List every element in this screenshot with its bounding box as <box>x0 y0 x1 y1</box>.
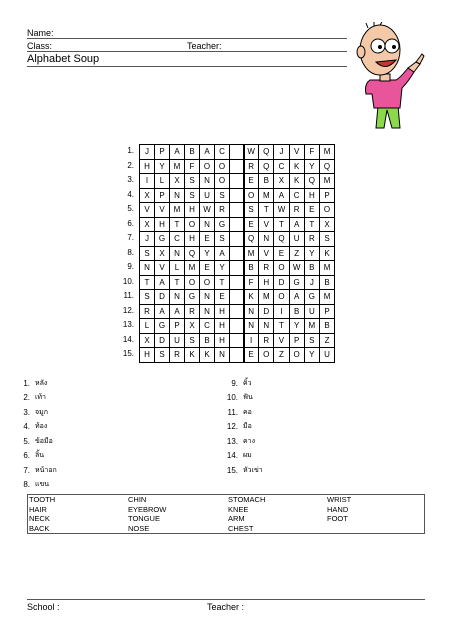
row-number: 10. <box>122 276 134 286</box>
grid-cell: X <box>185 319 200 334</box>
clue-item <box>0 449 57 464</box>
clue-text: หัวเข่า <box>243 465 263 474</box>
grid-cell: I <box>244 334 259 349</box>
class-line <box>27 51 347 52</box>
grid-cell: D <box>155 290 170 305</box>
grid-cell: V <box>259 218 274 233</box>
word-bank-item: TONGUE <box>128 514 160 523</box>
row-number: 12. <box>122 305 134 315</box>
grid-cell: S <box>320 232 335 247</box>
grid-cell: T <box>170 218 185 233</box>
grid-cell: W <box>200 203 215 218</box>
grid-cell: R <box>305 232 320 247</box>
grid-cell: T <box>140 276 155 291</box>
grid-cell: Y <box>155 160 170 175</box>
grid-cell: J <box>305 276 320 291</box>
grid-cell: B <box>320 276 335 291</box>
grid-cell: G <box>155 319 170 334</box>
grid-cell: B <box>185 145 200 160</box>
grid-cell: Q <box>259 160 274 175</box>
grid-cell: Y <box>305 247 320 262</box>
grid-cell: B <box>320 319 335 334</box>
grid-cell: H <box>215 305 230 320</box>
word-bank-item: ARM <box>228 514 245 523</box>
grid-cell: K <box>200 348 215 363</box>
clue-item <box>0 391 57 406</box>
grid-cell: T <box>259 203 274 218</box>
grid-cell: O <box>274 261 289 276</box>
grid-cell: G <box>185 290 200 305</box>
word-bank-item: BACK <box>29 523 50 533</box>
clue-text: คิ้ว <box>243 378 252 387</box>
grid-cell: X <box>155 247 170 262</box>
grid-cell: P <box>155 145 170 160</box>
grid-cell: X <box>170 174 185 189</box>
grid-cell: D <box>259 305 274 320</box>
grid-cell: H <box>305 189 320 204</box>
grid-cell: N <box>200 305 215 320</box>
grid-cell: M <box>170 203 185 218</box>
clue-text: คาง <box>243 436 256 445</box>
grid-cell: M <box>320 174 335 189</box>
row-numbers <box>112 144 134 362</box>
grid-cell: G <box>155 232 170 247</box>
clue-item <box>208 391 263 406</box>
clue-number: 1. <box>23 378 30 388</box>
title-line <box>27 66 347 67</box>
grid-cell: E <box>244 174 259 189</box>
grid-cell: M <box>185 261 200 276</box>
grid-cell: S <box>140 247 155 262</box>
grid-cell: X <box>274 174 289 189</box>
grid-cell: N <box>170 290 185 305</box>
word-search-grid-right <box>243 144 335 363</box>
clue-item <box>0 478 57 493</box>
grid-cell: D <box>274 276 289 291</box>
row-number: 2. <box>127 160 134 170</box>
grid-cell: X <box>140 189 155 204</box>
grid-cell: Y <box>305 348 320 363</box>
grid-cell: C <box>200 319 215 334</box>
grid-cell: T <box>305 218 320 233</box>
grid-cell: N <box>170 247 185 262</box>
clues-left <box>0 376 57 492</box>
grid-cell: F <box>185 160 200 175</box>
grid-cell: K <box>244 290 259 305</box>
grid-cell: Z <box>320 334 335 349</box>
clue-number: 6. <box>23 451 30 461</box>
class-label: Class: <box>27 41 53 51</box>
grid-cell: O <box>200 160 215 175</box>
grid-cell: K <box>290 160 305 175</box>
grid-cell: F <box>305 145 320 160</box>
clue-item <box>208 463 263 478</box>
clue-item <box>0 376 57 391</box>
worksheet-title: Alphabet Soup <box>27 53 100 65</box>
row-number: 7. <box>127 233 134 242</box>
grid-cell: S <box>185 189 200 204</box>
row-number: 9. <box>127 262 134 271</box>
word-bank-item: HAIR <box>29 504 47 514</box>
grid-cell: P <box>155 189 170 204</box>
grid-cell: O <box>290 348 305 363</box>
grid-cell: M <box>305 319 320 334</box>
grid-cell: O <box>244 189 259 204</box>
grid-cell: S <box>185 334 200 349</box>
row-number: 5. <box>127 204 134 213</box>
grid-cell: R <box>259 334 274 349</box>
grid-cell: L <box>155 174 170 189</box>
grid-cell: V <box>259 247 274 262</box>
grid-cell: B <box>305 261 320 276</box>
grid-cell: Z <box>290 247 305 262</box>
clue-number: 15. <box>226 465 238 475</box>
clue-number: 14. <box>226 451 238 461</box>
row-number: 15. <box>122 349 134 358</box>
word-bank <box>27 494 425 534</box>
grid-cell: S <box>155 348 170 363</box>
grid-cell: C <box>215 145 230 160</box>
grid-cell: S <box>244 203 259 218</box>
grid-cell: O <box>200 276 215 291</box>
grid-cell: O <box>185 218 200 233</box>
clue-number: 3. <box>23 407 30 417</box>
grid-cell: H <box>259 276 274 291</box>
grid-cell: U <box>200 189 215 204</box>
grid-cell: R <box>170 348 185 363</box>
grid-cell: M <box>320 261 335 276</box>
grid-cell: A <box>155 276 170 291</box>
grid-cell: O <box>320 203 335 218</box>
grid-cell: J <box>140 232 155 247</box>
row-number: 8. <box>127 247 134 257</box>
grid-cell: I <box>274 305 289 320</box>
word-bank-item: EYEBROW <box>128 504 167 514</box>
grid-cell: B <box>259 174 274 189</box>
grid-cell: O <box>215 160 230 175</box>
word-search-grid-left <box>139 144 245 363</box>
grid-cell: E <box>200 232 215 247</box>
word-bank-item: CHIN <box>128 495 147 504</box>
grid-cell: U <box>290 232 305 247</box>
grid-cell: E <box>215 290 230 305</box>
grid-cell: E <box>244 218 259 233</box>
grid-cell: V <box>290 145 305 160</box>
clue-text: หลัง <box>35 378 48 387</box>
word-bank-item: KNEE <box>228 504 249 514</box>
row-number: 4. <box>127 189 134 199</box>
grid-cell: C <box>274 160 289 175</box>
grid-cell: R <box>244 160 259 175</box>
grid-cell: M <box>170 160 185 175</box>
grid-cell: S <box>185 174 200 189</box>
grid-cell: H <box>185 203 200 218</box>
grid-cell: W <box>290 261 305 276</box>
clue-text: จมูก <box>35 407 48 416</box>
grid-cell: R <box>290 203 305 218</box>
clue-number: 4. <box>23 422 30 432</box>
grid-cell: D <box>155 334 170 349</box>
grid-cell: M <box>259 290 274 305</box>
clue-text: ลิ้น <box>35 451 45 460</box>
grid-cell: U <box>305 305 320 320</box>
grid-cell: A <box>290 218 305 233</box>
clue-text: ผม <box>243 451 252 460</box>
grid-cell: V <box>155 203 170 218</box>
grid-cell: Q <box>259 145 274 160</box>
grid-cell: Y <box>215 261 230 276</box>
grid-cell: Q <box>244 232 259 247</box>
grid-cell: R <box>259 261 274 276</box>
grid-cell: P <box>320 305 335 320</box>
grid-cell: H <box>215 319 230 334</box>
row-number: 1. <box>127 146 134 155</box>
clue-text: ฟัน <box>243 393 253 402</box>
grid-cell: M <box>259 189 274 204</box>
grid-cell: S <box>305 334 320 349</box>
grid-cell: O <box>274 290 289 305</box>
clue-number: 10. <box>226 393 238 403</box>
grid-cell: I <box>140 174 155 189</box>
grid-cell: A <box>200 145 215 160</box>
clue-number: 13. <box>226 436 238 446</box>
word-bank-item: CHEST <box>228 523 254 533</box>
word-bank-item: STOMACH <box>228 495 266 504</box>
clues-right <box>208 376 263 478</box>
grid-cell: K <box>320 247 335 262</box>
grid-cell: E <box>200 261 215 276</box>
row-number: 3. <box>127 175 134 184</box>
clue-text: เท้า <box>35 393 46 402</box>
grid-cell: R <box>185 305 200 320</box>
word-bank-item: TOOTH <box>29 495 56 504</box>
grid-cell: H <box>185 232 200 247</box>
clue-text: มือ <box>243 422 252 431</box>
clue-item <box>0 420 57 435</box>
cartoon-boy-illustration <box>350 22 430 134</box>
word-bank-item: NOSE <box>128 523 150 533</box>
clue-number: 7. <box>23 465 30 475</box>
grid-cell: N <box>259 232 274 247</box>
clue-item <box>208 434 263 449</box>
grid-cell: X <box>320 218 335 233</box>
grid-cell: R <box>215 203 230 218</box>
grid-cell: W <box>274 203 289 218</box>
grid-cell: G <box>215 218 230 233</box>
grid-cell: C <box>290 189 305 204</box>
grid-cell: H <box>215 334 230 349</box>
grid-cell: P <box>170 319 185 334</box>
grid-cell: G <box>305 290 320 305</box>
clue-text: ท้อง <box>35 422 48 431</box>
clue-number: 11. <box>227 407 238 417</box>
clue-item <box>0 463 57 478</box>
grid-cell: C <box>170 232 185 247</box>
grid-cell: L <box>170 261 185 276</box>
grid-cell: P <box>320 189 335 204</box>
grid-cell: R <box>140 305 155 320</box>
clue-number: 9. <box>231 378 238 388</box>
grid-cell: N <box>140 261 155 276</box>
clue-item <box>208 376 263 391</box>
grid-cell: U <box>320 348 335 363</box>
grid-cell: L <box>140 319 155 334</box>
clue-text: คอ <box>243 407 252 416</box>
grid-cell: J <box>140 145 155 160</box>
grid-cell: B <box>290 305 305 320</box>
grid-cell: B <box>244 261 259 276</box>
teacher-label-bottom: Teacher : <box>207 602 245 612</box>
grid-cell: Q <box>305 174 320 189</box>
grid-cell: E <box>274 247 289 262</box>
grid-cell: N <box>244 305 259 320</box>
grid-cell: O <box>185 276 200 291</box>
grid-cell: M <box>244 247 259 262</box>
grid-cell: N <box>200 290 215 305</box>
grid-cell: A <box>155 305 170 320</box>
grid-cell: H <box>155 218 170 233</box>
grid-cell: H <box>140 160 155 175</box>
footer-line <box>27 599 425 600</box>
grid-cell: N <box>200 174 215 189</box>
clue-number: 12. <box>226 422 238 432</box>
clue-text: แขน <box>35 480 50 489</box>
grid-cell: H <box>140 348 155 363</box>
grid-cell: Q <box>320 160 335 175</box>
grid-cell: T <box>170 276 185 291</box>
school-label: School : <box>27 602 60 612</box>
name-label: Name: <box>27 28 54 38</box>
grid-cell: N <box>170 189 185 204</box>
grid-cell: A <box>215 247 230 262</box>
grid-cell: T <box>274 319 289 334</box>
grid-cell: S <box>215 189 230 204</box>
teacher-label-top: Teacher: <box>187 41 222 51</box>
grid-cell: Q <box>274 232 289 247</box>
row-number: 14. <box>122 334 134 344</box>
grid-cell: T <box>274 218 289 233</box>
clue-text: หน้าอก <box>35 465 57 474</box>
row-number: 13. <box>122 320 134 329</box>
clue-number: 2. <box>23 393 30 403</box>
clue-item <box>0 405 57 420</box>
grid-cell: N <box>215 348 230 363</box>
grid-cell: Y <box>290 319 305 334</box>
row-number: 11. <box>123 291 134 300</box>
word-bank-item: FOOT <box>327 514 348 523</box>
grid-cell: X <box>140 334 155 349</box>
grid-cell: Y <box>200 247 215 262</box>
grid-cell: N <box>259 319 274 334</box>
grid-cell: A <box>170 145 185 160</box>
grid-cell: J <box>274 145 289 160</box>
grid-cell: V <box>155 261 170 276</box>
clue-item <box>208 449 263 464</box>
grid-cell: Z <box>274 348 289 363</box>
word-bank-item: WRIST <box>327 495 352 504</box>
row-number: 6. <box>127 218 134 228</box>
word-bank-item: HAND <box>327 504 349 514</box>
clue-number: 8. <box>23 480 30 490</box>
grid-cell: E <box>305 203 320 218</box>
grid-cell: K <box>290 174 305 189</box>
grid-cell: Q <box>185 247 200 262</box>
grid-cell: F <box>244 276 259 291</box>
grid-cell: K <box>185 348 200 363</box>
grid-cell: P <box>290 334 305 349</box>
grid-cell: Y <box>305 160 320 175</box>
grid-cell: G <box>290 276 305 291</box>
grid-cell: N <box>200 218 215 233</box>
grid-cell: A <box>170 305 185 320</box>
grid-cell: S <box>215 232 230 247</box>
grid-cell: X <box>140 218 155 233</box>
grid-cell: M <box>320 290 335 305</box>
word-bank-item <box>326 524 426 534</box>
grid-cell: O <box>259 348 274 363</box>
word-bank-item: NECK <box>29 514 50 523</box>
clue-text: ข้อมือ <box>35 436 53 445</box>
clue-item <box>0 434 57 449</box>
grid-cell: O <box>215 174 230 189</box>
grid-cell: A <box>274 189 289 204</box>
clue-item <box>208 405 263 420</box>
grid-cell: V <box>274 334 289 349</box>
grid-cell: E <box>244 348 259 363</box>
grid-cell: W <box>244 145 259 160</box>
grid-cell: V <box>140 203 155 218</box>
grid-cell: B <box>200 334 215 349</box>
name-line <box>27 38 347 39</box>
grid-cell: S <box>140 290 155 305</box>
grid-cell: M <box>320 145 335 160</box>
grid-cell: T <box>215 276 230 291</box>
grid-cell: U <box>170 334 185 349</box>
clue-number: 5. <box>23 436 30 446</box>
clue-item <box>208 420 263 435</box>
grid-cell: A <box>290 290 305 305</box>
grid-cell: N <box>244 319 259 334</box>
